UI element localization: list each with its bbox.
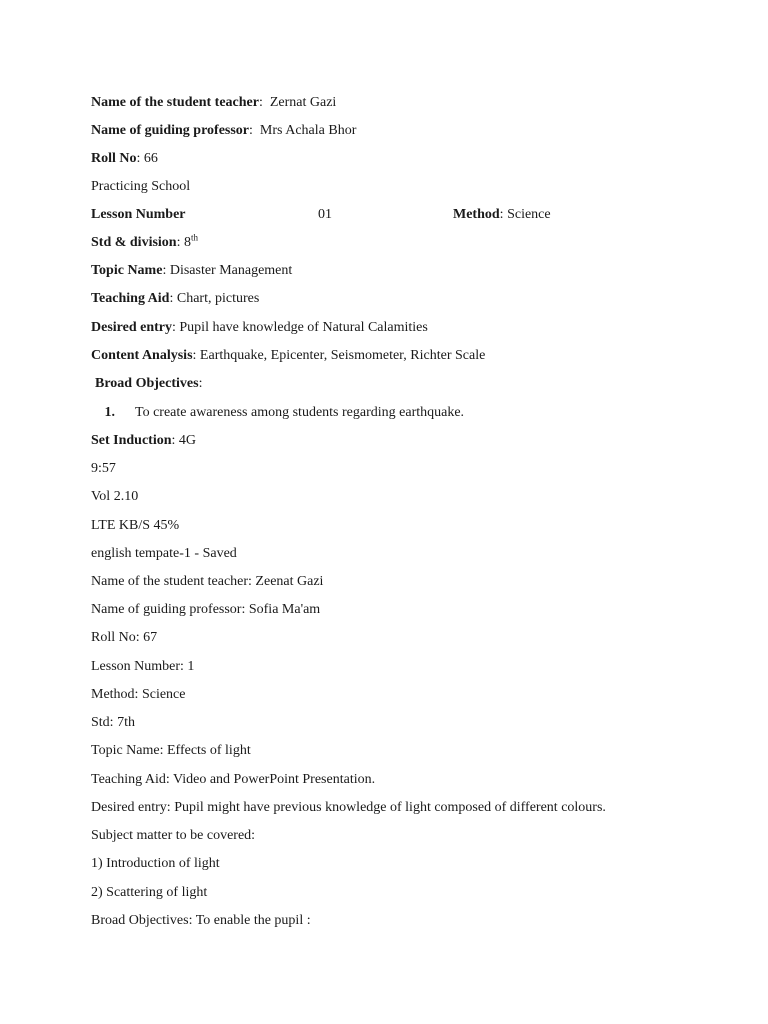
content-analysis-value: Earthquake, Epicenter, Seismometer, Richter Scale <box>199 348 486 363</box>
practicing-school-line: Practicing School <box>91 179 191 194</box>
topic-name-line-2: Topic Name: Effects of light <box>91 743 251 758</box>
student-teacher-line: Name of the student teacher: Zernat Gazi <box>91 95 337 110</box>
topic-name-label: Topic Name <box>91 263 163 278</box>
status-volume: Vol 2.10 <box>91 489 139 504</box>
student-teacher-line-2: Name of the student teacher: Zeenat Gazi <box>91 574 324 589</box>
broad-objectives-label: Broad Objectives <box>95 376 199 391</box>
lesson-number-line <box>91 206 691 224</box>
topic-name-line: Topic Name: Disaster Management <box>91 263 293 278</box>
set-induction-label: Set Induction <box>91 433 172 448</box>
guiding-professor-line-2: Name of guiding professor: Sofia Ma'am <box>91 602 321 617</box>
roll-no-label: Roll No <box>91 151 137 166</box>
set-induction-line: Set Induction: 4G <box>91 433 197 448</box>
guiding-professor-line: Name of guiding professor: Mrs Achala Bhor <box>91 123 357 138</box>
teaching-aid-line: Teaching Aid: Chart, pictures <box>91 291 260 306</box>
std-division-value: 8 <box>183 235 191 250</box>
guiding-professor-value: Mrs Achala Bhor <box>259 123 357 138</box>
roll-no-value: 66 <box>143 151 158 166</box>
std-division-suffix: th <box>190 232 198 243</box>
lesson-number-label: Lesson Number <box>91 207 186 222</box>
method-line-2: Method: Science <box>91 687 186 702</box>
std-division-line: Std & division: 8th <box>91 232 198 250</box>
subject-matter-line: Subject matter to be covered: <box>91 828 256 843</box>
document-saved-status: english tempate-1 - Saved <box>91 546 237 561</box>
desired-entry-line-2: Desired entry: Pupil might have previous knowledge of light composed of different colours. <box>91 800 606 815</box>
status-time: 9:57 <box>91 461 116 476</box>
std-division-label: Std & division <box>91 235 177 250</box>
set-induction-value: 4G <box>178 433 197 448</box>
teaching-aid-line-2: Teaching Aid: Video and PowerPoint Presentation. <box>91 772 376 787</box>
topic-name-value: Disaster Management <box>169 263 293 278</box>
broad-objectives-heading: Broad Objectives: <box>95 376 203 391</box>
desired-entry-value: Pupil have knowledge of Natural Calamities <box>179 320 428 335</box>
lesson-number-value: 01 <box>318 207 332 222</box>
desired-entry-line: Desired entry: Pupil have knowledge of Natural Calamities <box>91 320 428 335</box>
desired-entry-label: Desired entry <box>91 320 172 335</box>
objective-text: To create awareness among students regarding earthquake. <box>135 405 465 420</box>
teaching-aid-label: Teaching Aid <box>91 291 170 306</box>
subject-item: 1) Introduction of light <box>91 856 220 871</box>
teaching-aid-value: Chart, pictures <box>176 291 260 306</box>
student-teacher-label: Name of the student teacher <box>91 95 259 110</box>
content-analysis-line: Content Analysis: Earthquake, Epicenter, Seismometer, Richter Scale <box>91 348 486 363</box>
roll-no-line: Roll No: 66 <box>91 151 158 166</box>
roll-no-line-2: Roll No: 67 <box>91 630 158 645</box>
objective-number: 1. <box>104 405 115 420</box>
lesson-number-line-2: Lesson Number: 1 <box>91 659 195 674</box>
subject-item: 2) Scattering of light <box>91 885 208 900</box>
method-field: Method: Science <box>453 207 551 222</box>
method-label: Method <box>453 207 500 222</box>
broad-objectives-line-2: Broad Objectives: To enable the pupil : <box>91 913 311 928</box>
objective-list-item <box>91 404 464 422</box>
status-network: LTE KB/S 45% <box>91 518 180 533</box>
content-analysis-label: Content Analysis <box>91 348 193 363</box>
guiding-professor-label: Name of guiding professor <box>91 123 250 138</box>
method-value: Science <box>507 207 551 222</box>
std-line-2: Std: 7th <box>91 715 135 730</box>
student-teacher-value: Zernat Gazi <box>269 95 337 110</box>
